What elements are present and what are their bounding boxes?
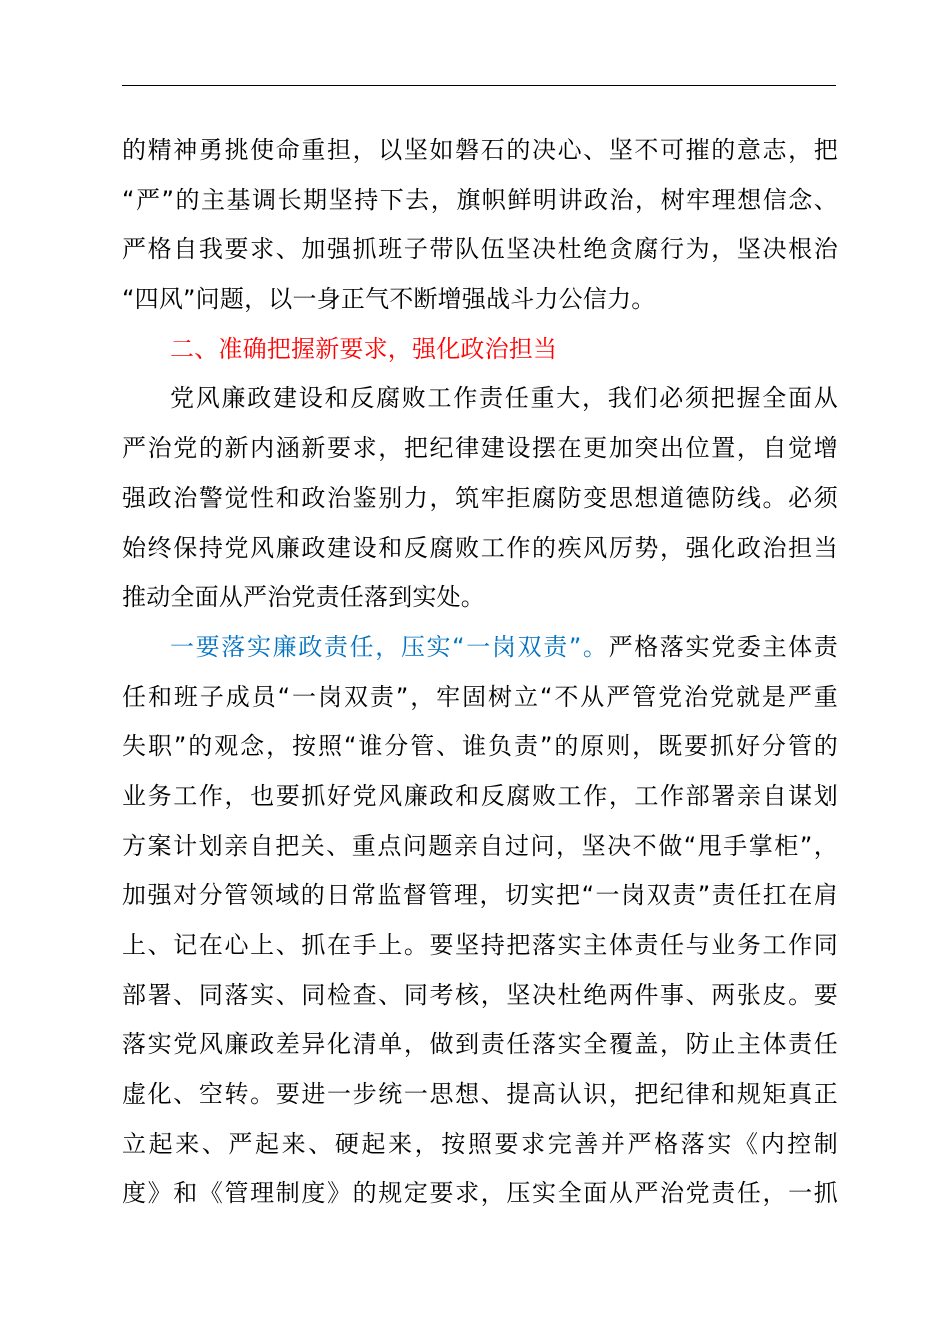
text-line: 任和班子成员“一岗双责”，牢固树立“不从严管党治党就是严重 xyxy=(122,682,838,711)
text-line: “四风”问题，以一身正气不断增强战斗力公信力。 xyxy=(122,285,656,314)
text-line: 始终保持党风廉政建设和反腐败工作的疾风厉势，强化政治担当 xyxy=(122,533,838,562)
text-line: 的精神勇挑使命重担，以坚如磐石的决心、坚不可摧的意志，把 xyxy=(122,136,838,164)
text-line: 方案计划亲自把关、重点问题亲自过问，坚决不做“甩手掌柜”， xyxy=(122,831,838,860)
subheading-lead: 一要落实廉政责任，压实“一岗双责”。 xyxy=(170,632,609,661)
text-line: 度》和《管理制度》的规定要求，压实全面从严治党责任，一抓 xyxy=(122,1179,838,1208)
text-line xyxy=(122,623,838,673)
text-line: 失职”的观念，按照“谁分管、谁负责”的原则，既要抓好分管的 xyxy=(122,732,838,761)
text-line: 部署、同落实、同检查、同考核，坚决杜绝两件事、两张皮。要 xyxy=(122,980,838,1009)
text-line: 推动全面从严治党责任落到实处。 xyxy=(122,583,485,612)
text-line: 业务工作，也要抓好党风廉政和反腐败工作，工作部署亲自谋划 xyxy=(122,781,838,810)
text-line: 虚化、空转。要进一步统一思想、提高认识，把纪律和规矩真正 xyxy=(122,1080,838,1109)
text-line: “严”的主基调长期坚持下去，旗帜鲜明讲政治，树牢理想信念、 xyxy=(122,185,838,214)
text-line: 上、记在心上、抓在手上。要坚持把落实主体责任与业务工作同 xyxy=(122,931,838,959)
text-line: 严治党的新内涵新要求，把纪律建设摆在更加突出位置，自觉增 xyxy=(122,434,838,463)
paragraph-3 xyxy=(122,623,838,1219)
header-rule xyxy=(122,85,836,86)
text-line: 落实党风廉政差异化清单，做到责任落实全覆盖，防止主体责任 xyxy=(122,1030,838,1059)
lead-continuation: 严格落实党委主体责 xyxy=(608,632,838,661)
section-heading-2: 二、准确把握新要求，强化政治担当 xyxy=(170,334,558,363)
text-line: 强政治警觉性和政治鉴别力，筑牢拒腐防变思想道德防线。必须 xyxy=(122,483,838,512)
text-line: 党风廉政建设和反腐败工作责任重大，我们必须把握全面从 xyxy=(170,384,838,413)
text-line: 严格自我要求、加强抓班子带队伍坚决杜绝贪腐行为，坚决根治 xyxy=(122,235,838,264)
document-body xyxy=(122,126,838,1219)
paragraph-2 xyxy=(122,374,838,622)
text-line: 加强对分管领域的日常监督管理，切实把“一岗双责”责任扛在肩 xyxy=(122,881,838,910)
paragraph-1 xyxy=(122,126,838,325)
text-line: 立起来、严起来、硬起来，按照要求完善并严格落实《内控制 xyxy=(122,1129,838,1158)
